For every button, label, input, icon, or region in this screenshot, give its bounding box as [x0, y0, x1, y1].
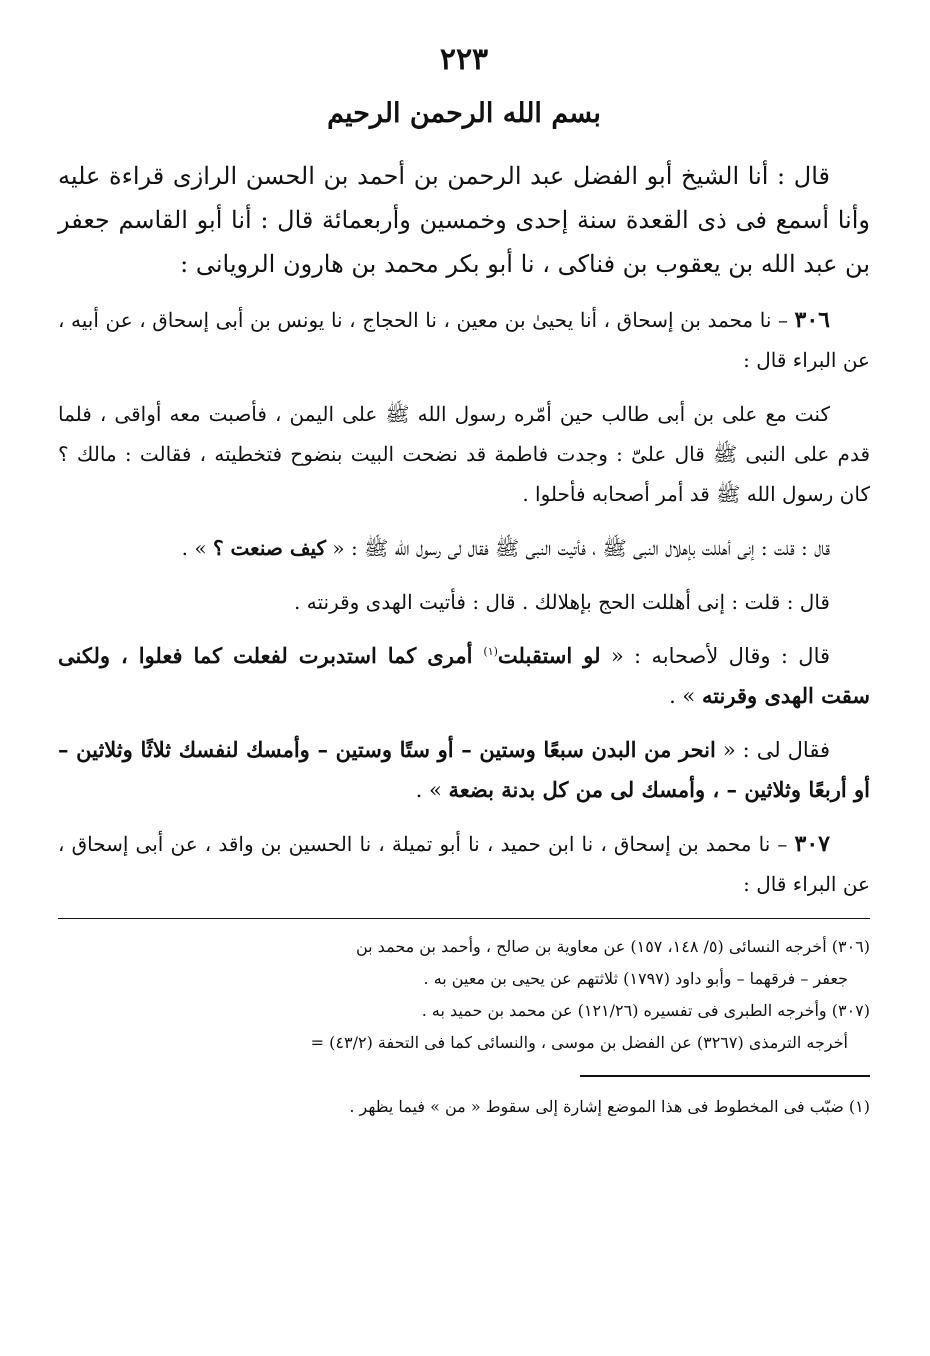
- narration-paragraph: [58, 636, 870, 716]
- isnad-intro: قال : أنا الشيخ أبو الفضل عبد الرحمن بن أحمد بن الحسن الرازى قراءة عليه وأنا أسمع فى ذى القعدة سنة إحدى وخمسين وأربعمائة قال : أنا أبو القاسم جعفر بن عبد الله بن يعقوب بن فناكى ، نا أبو بكر محمد بن هارون الرويانى :: [58, 162, 870, 278]
- footnote-reference: (١): [483, 645, 498, 658]
- narration-text: فقال لى : «: [715, 738, 830, 762]
- narration-paragraph: [58, 528, 870, 568]
- footnote-line: أخرجه الترمذى (٣٢٦٧) عن الفضل بن موسى ، والنسائى كما فى التحفة (٤٣/٢) =: [310, 1033, 848, 1052]
- book-page: [58, 40, 870, 1123]
- prophet-quote: انحر من البدن سبعًا وستين – أو ستًا وستين – وأمسك لنفسك ثلاثًا وثلاثين – أو أربعًا وثلاثين – ، وأمسك لى من كل بدنة بضعة: [58, 737, 870, 802]
- footnote-divider: [58, 918, 870, 919]
- narration-text: » .: [669, 684, 702, 708]
- hadith-number: ٣٠٧: [794, 831, 830, 857]
- footnote-line: (٣٠٧) وأخرجه الطبرى فى تفسيره (١٢١/٢٦) عن محمد بن حميد به .: [421, 1001, 870, 1020]
- hadith-text: – نا محمد بن إسحاق ، نا ابن حميد ، نا أبو تميلة ، نا الحسين بن واقد ، عن أبى إسحاق ، عن البراء قال :: [58, 832, 870, 896]
- hadith-307: [58, 824, 870, 904]
- narration-paragraph: قال : قلت : إنى أهللت الحج بإهلالك . قال : فأتيت الهدى وقرنته .: [294, 590, 830, 614]
- narration-paragraph: [58, 730, 870, 810]
- footnote-line: جعفر – فرقهما – وأبو داود (١٧٩٧) ثلاثتهم عن يحيى بن معين به .: [423, 969, 848, 988]
- narration-text: قال : وقال لأصحابه : «: [600, 644, 831, 668]
- page-number: ٢٢٣: [439, 42, 489, 77]
- narration-text: » .: [181, 536, 213, 560]
- hadith-text: – نا محمد بن إسحاق ، أنا يحيىٰ بن معين ، نا الحجاج ، نا يونس بن أبى إسحاق ، عن أبيه ، عن البراء قال :: [58, 308, 870, 372]
- hadith-number: ٣٠٦: [794, 307, 830, 333]
- hadith-306: [58, 300, 870, 380]
- note-divider: [580, 1075, 870, 1077]
- prophet-quote: كيف صنعت ؟: [212, 536, 327, 560]
- footnote-line: (٣٠٦) أخرجه النسائى (٥/ ١٤٨، ١٥٧) عن معاوية بن صالح ، وأحمد بن محمد بن: [355, 937, 870, 956]
- prophet-quote: لو استقبلت: [497, 643, 601, 668]
- basmala-heading: بسم الله الرحمن الرحيم: [327, 98, 601, 129]
- source-footnotes: [58, 931, 870, 1059]
- manuscript-note: (١) ضبّب فى المخطوط فى هذا الموضع إشارة إلى سقوط « من » فيما يظهر .: [349, 1097, 870, 1116]
- prophet-quote: أمرى كما استدبرت لفعلت كما فعلوا ، ولكنى سقت الهدى وقرنته: [58, 643, 870, 708]
- narration-paragraph: كنت مع على بن أبى طالب حين أمّره رسول الله ﷺ على اليمن ، فأصبت معه أواقى ، فلما قدم على النبى ﷺ قال علىّ : وجدت فاطمة قد نضحت البيت بنضوح فتخطيته ، فقالت : مالك ؟ كان رسول الله ﷺ قد أمر أصحابه فأحلوا .: [58, 402, 870, 506]
- narration-text: قال : قلت : إنى أهللت بإهلال النبى ﷺ ، فأتيت النبى ﷺ فقال لى رسول الله ﷺ : «: [326, 536, 830, 560]
- narration-text: » .: [415, 778, 449, 802]
